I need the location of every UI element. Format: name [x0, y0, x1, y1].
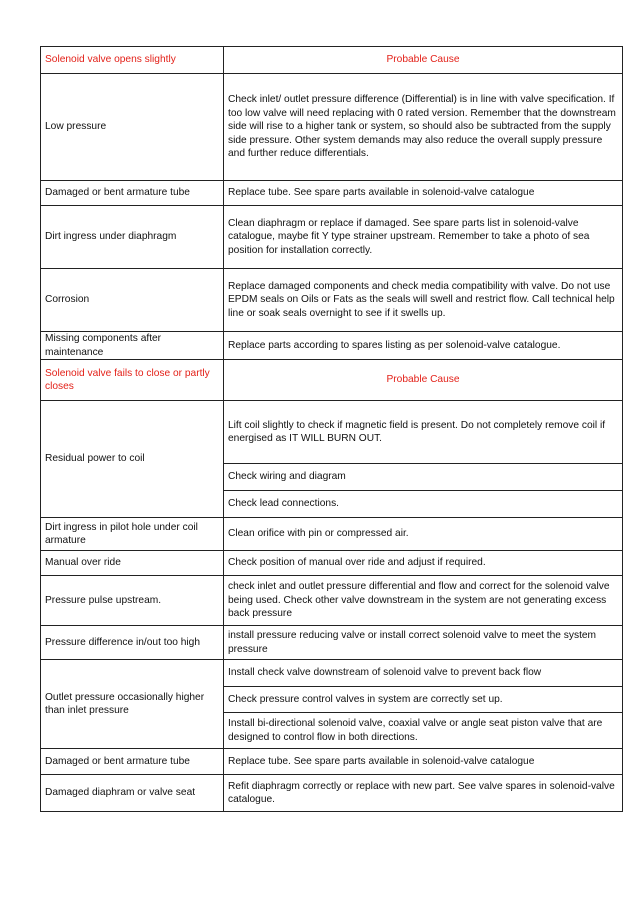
- cause-cell: Check wiring and diagram: [224, 464, 623, 491]
- cause-cell: Install check valve downstream of solenoid valve to prevent back flow: [224, 660, 623, 687]
- issue-cell: Missing components after maintenance: [41, 332, 224, 360]
- cause-cell: Clean orifice with pin or compressed air.: [224, 518, 623, 551]
- cause-cell: Replace tube. See spare parts available in solenoid-valve catalogue: [224, 749, 623, 775]
- issue-cell: Damaged or bent armature tube: [41, 181, 224, 206]
- section-title: Solenoid valve opens slightly: [41, 47, 224, 74]
- issue-cell: Pressure pulse upstream.: [41, 576, 224, 626]
- cause-cell: Check inlet/ outlet pressure difference (Differential) is in line with valve specification. If too low valve will need replacing with 0 rated version. Remember that the downstream side will rise to a higher tank or system, so should also be subtracted from the supply side pressure. Other system demands may also reduce the overall supply pressure and further reduce differentials.: [224, 74, 623, 181]
- cause-cell: Replace parts according to spares listing as per solenoid-valve catalogue.: [224, 332, 623, 360]
- cause-cell: Replace tube. See spare parts available in solenoid-valve catalogue: [224, 181, 623, 206]
- issue-cell: Low pressure: [41, 74, 224, 181]
- table-row: [41, 181, 623, 206]
- section-title: Solenoid valve fails to close or partly closes: [41, 360, 224, 401]
- issue-cell: Damaged or bent armature tube: [41, 749, 224, 775]
- column-header-probable-cause: Probable Cause: [224, 47, 623, 74]
- cause-cell: Lift coil slightly to check if magnetic field is present. Do not completely remove coil if energised as IT WILL BURN OUT.: [224, 401, 623, 464]
- cause-cell: Check lead connections.: [224, 491, 623, 518]
- table-row: [41, 518, 623, 551]
- cause-cell: Check position of manual over ride and adjust if required.: [224, 551, 623, 576]
- issue-cell: Corrosion: [41, 269, 224, 332]
- section-header-fails-to-close: [41, 360, 623, 401]
- table-row: [41, 401, 623, 464]
- cause-cell: install pressure reducing valve or install correct solenoid valve to meet the system pressure: [224, 626, 623, 660]
- table-row: [41, 206, 623, 269]
- cause-cell: Replace damaged components and check media compatibility with valve. Do not use EPDM seals on Oils or Fats as the seals will swell and restrict flow. Call technical help line or soak seals overnight to see if it swells up.: [224, 269, 623, 332]
- table-row: [41, 775, 623, 812]
- table-row: [41, 269, 623, 332]
- table-row: [41, 660, 623, 687]
- table-row: [41, 749, 623, 775]
- column-header-probable-cause: Probable Cause: [224, 360, 623, 401]
- cause-cell: Install bi-directional solenoid valve, coaxial valve or angle seat piston valve that are designed to control flow in both directions.: [224, 713, 623, 749]
- cause-cell: check inlet and outlet pressure differential and flow and correct for the solenoid valve being used. Check other valve downstream in the system are not generating excess back pressure: [224, 576, 623, 626]
- cause-cell: Refit diaphragm correctly or replace with new part. See valve spares in solenoid-valve catalogue.: [224, 775, 623, 812]
- section-header-opens-slightly: [41, 47, 623, 74]
- troubleshooting-table: [40, 46, 623, 812]
- table-row: [41, 551, 623, 576]
- issue-cell: Residual power to coil: [41, 401, 224, 518]
- issue-cell: Outlet pressure occasionally higher than inlet pressure: [41, 660, 224, 749]
- issue-cell: Dirt ingress in pilot hole under coil armature: [41, 518, 224, 551]
- issue-cell: Pressure difference in/out too high: [41, 626, 224, 660]
- issue-cell: Manual over ride: [41, 551, 224, 576]
- issue-cell: Dirt ingress under diaphragm: [41, 206, 224, 269]
- table-row: [41, 74, 623, 181]
- issue-cell: Damaged diaphram or valve seat: [41, 775, 224, 812]
- table-row: [41, 626, 623, 660]
- table-row: [41, 332, 623, 360]
- cause-cell: Check pressure control valves in system are correctly set up.: [224, 687, 623, 713]
- table-row: [41, 576, 623, 626]
- cause-cell: Clean diaphragm or replace if damaged. See spare parts list in solenoid-valve catalogue, maybe fit Y type strainer upstream. Remember to take a photo of sea position for installation correctly.: [224, 206, 623, 269]
